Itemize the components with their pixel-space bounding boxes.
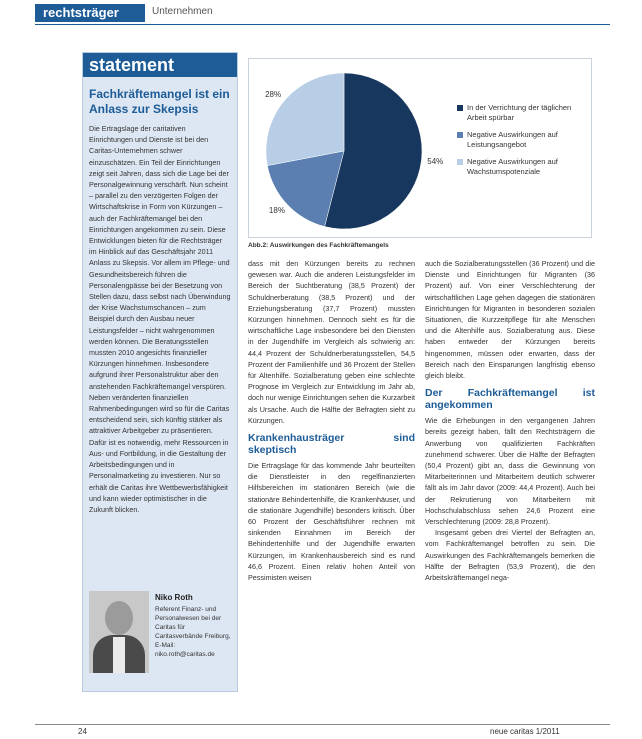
author-name: Niko Roth (155, 593, 193, 602)
figure-caption: Abb.2: Auswirkungen des Fachkräftemangels (248, 242, 389, 249)
subheading: Der Fachkräftemangel ist angekommen (425, 387, 595, 412)
author-photo (89, 591, 149, 673)
section-tab: rechtsträger (35, 4, 145, 22)
chart-legend (457, 103, 587, 184)
header-bar (0, 0, 642, 24)
magazine-title: neue caritas 1/2011 (490, 727, 560, 736)
page-number: 24 (78, 727, 87, 736)
footer-rule (35, 724, 610, 725)
legend-swatch (457, 159, 463, 165)
article-column-1 (248, 258, 415, 583)
author-block (89, 591, 233, 681)
pie-label-54: 54% (427, 157, 444, 167)
legend-item (457, 130, 587, 149)
paragraph: dass mit den Kürzungen bereits zu rechnen gewesen war. Auch die anderen Leistungsfelder im Bereich der Suchtberatung (38,5 Prozent) der Schuldnerberatung (38,5 Prozent) und der Erziehungsberatung (37,7 Prozent) mussten Kürzungen hinnehmen. Dennoch sieht es für die wirtschaftliche Lage insbesondere bei den Diensten in der Jugendhilfe im Vergleich als schwierig an: 44,4 Prozent der Schuldnerberatungsstellen, 54,5 Prozent der Familienhilfe und 36 Prozent der Stellen für Altenhilfe. Sozialberatung geben eine schlechte Prognose im Vergleich zur Entwicklung im Jahr ab, doch nur wenige Einrichtungen sehen die Kurzarbeit als Ursache. Auch die Hälfte der Befragten sieht zu Kürzungen. (248, 259, 415, 425)
legend-swatch (457, 132, 463, 138)
legend-label: Negative Auswirkungen auf Wachstumspotenziale (467, 157, 558, 176)
paragraph: Wie die Erhebungen in den vergangenen Jahren bereits gezeigt haben, fällt den Rechtsträgern die Anwerbung von qualifizierten Fachkräften zunehmend schwerer. Über die Hälfte der Befragten (50,4 Prozent) gibt an, dass die Gewinnung von Mitarbeiterinnen und Mitarbeitern deutlich schwerer fällt als im Jahr davor (2009: 44,4 Prozent). Auch bei der Rekrutierung von Mitarbeitern mit Hochschulabschluss sehen 24,6 Prozent eine Verschlechterung (2009: 28,8 Prozent). (425, 416, 595, 527)
statement-box (82, 52, 238, 692)
legend-item (457, 157, 587, 176)
paragraph: Die Ertragslage für das kommende Jahr beurteilten die Dienstleister in den regelfinanzierten Hilfsbereichen im stationären Bereich (wie die stationäre Behindertenhilfe, die Krankenhäuser, und die stationäre Jugendhilfe) besonders kritisch. Über 60 Prozent der Geschäftsführer rechnen mit sinkenden Einnahmen im Bereich der Behindertenhilfe und der Jugendhilfe erwarten Kürzungen, im Krankenhausbereich sind es rund 46,6 Prozent. Einen relativ hohen Anteil von Pessimisten weisen (248, 461, 415, 583)
pie-label-28: 28% (265, 89, 282, 99)
pie-label-18: 18% (268, 206, 285, 216)
paragraph: Insgesamt geben drei Viertel der Befragten an, vom Fachkräftemangel betroffen zu sein. Die Auswirkungen des Fachkräftemangels bemerken die Hälfte der Befragten (53,9 Prozent), die den Arbeitskräftemangel nega- (425, 528, 595, 583)
subheading: Krankenhausträger sind skeptisch (248, 432, 415, 457)
statement-body: Die Ertragslage der caritativen Einrichtungen und Dienste ist bei den Caritas-Unternehmen schwer einzuschätzen. Ein Teil der Einrichtungen zeigt seit Jahren, dass sich die Lage bei der Personalgewinnung verschärft. Nun scheint – parallel zu den verzögerten Folgen der Wirtschaftskrise in Form von Kürzungen – auch der Fachkräftemangel bei den Einrichtungen angekommen zu sein. Diese Entwicklungen bieten für die Rechtsträger im Hinblick auf das Geschäftsjahr 2011 Anlass zu Skepsis. Vor allem im Pflege- und Gesundheitsbereich führen die Personalengpässe bei der Besetzung von Stellen dazu, dass selbst nach Überwindung der Krise Wachstumschancen – zum Beispiel durch den Ausbau neuer Leistungsfelder – nicht wahrgenommen werden können. Die Beratungsstellen mussten 2010 angesichts finanzieller Kürzungen hinnehmen. Insbesondere aufgrund ihrer Personalstruktur aber den anstehenden Fachkräftemangel verspüren. Neben veränderten finanziellen Rahmenbedingungen wird so für die Caritas entscheidend sein, sich künftig stärker als attraktiver Arbeitgeber zu präsentieren. Dafür ist es notwendig, mehr Ressourcen in Aus- und Fortbildung, in die Gestaltung der Arbeitsbedingungen und in Personalmarketing zu investieren. Nur so erhält die Caritas ihre Wettbewerbsfähigkeit und kann wieder optimistischer in die Zukunft blicken. (89, 124, 231, 514)
legend-label: Negative Auswirkungen auf Leistungsangebot (467, 130, 558, 149)
legend-item (457, 103, 587, 122)
article-column-2 (425, 258, 595, 583)
paragraph: auch die Sozialberatungsstellen (36 Prozent) und die Dienste und Einrichtungen für Migranten (36 Prozent) auf. Von einer Verschlechterung der wirtschaftlichen Lage gehen dagegen die stationären Einrichtungen für Migranten in besonderen sozialen Situationen, die Kurzzeitpflege für alte Menschen und die Altenhilfe aus. Sozialberatung aus. Diese haben entweder der Kürzungen bereits hingenommen, müssen oder erwarten, dass der Bereich nach den Einsparungen langfristig ebenso gleich bleibt. (425, 259, 595, 381)
legend-swatch (457, 105, 463, 111)
author-role: Referent Finanz- und Personalwesen bei der Caritas für Caritasverbände Freiburg, E-Mail: niko.roth@caritas.de (155, 606, 231, 658)
legend-label: In der Verrichtung der täglichen Arbeit spürbar (467, 103, 572, 122)
header-rule (35, 24, 610, 25)
pie-chart (248, 58, 592, 238)
pie-slice (266, 73, 344, 166)
section-label: Unternehmen (152, 6, 213, 17)
statement-title: Fachkräftemangel ist ein Anlass zur Skepsis (89, 87, 230, 116)
statement-heading: statement (83, 53, 237, 77)
